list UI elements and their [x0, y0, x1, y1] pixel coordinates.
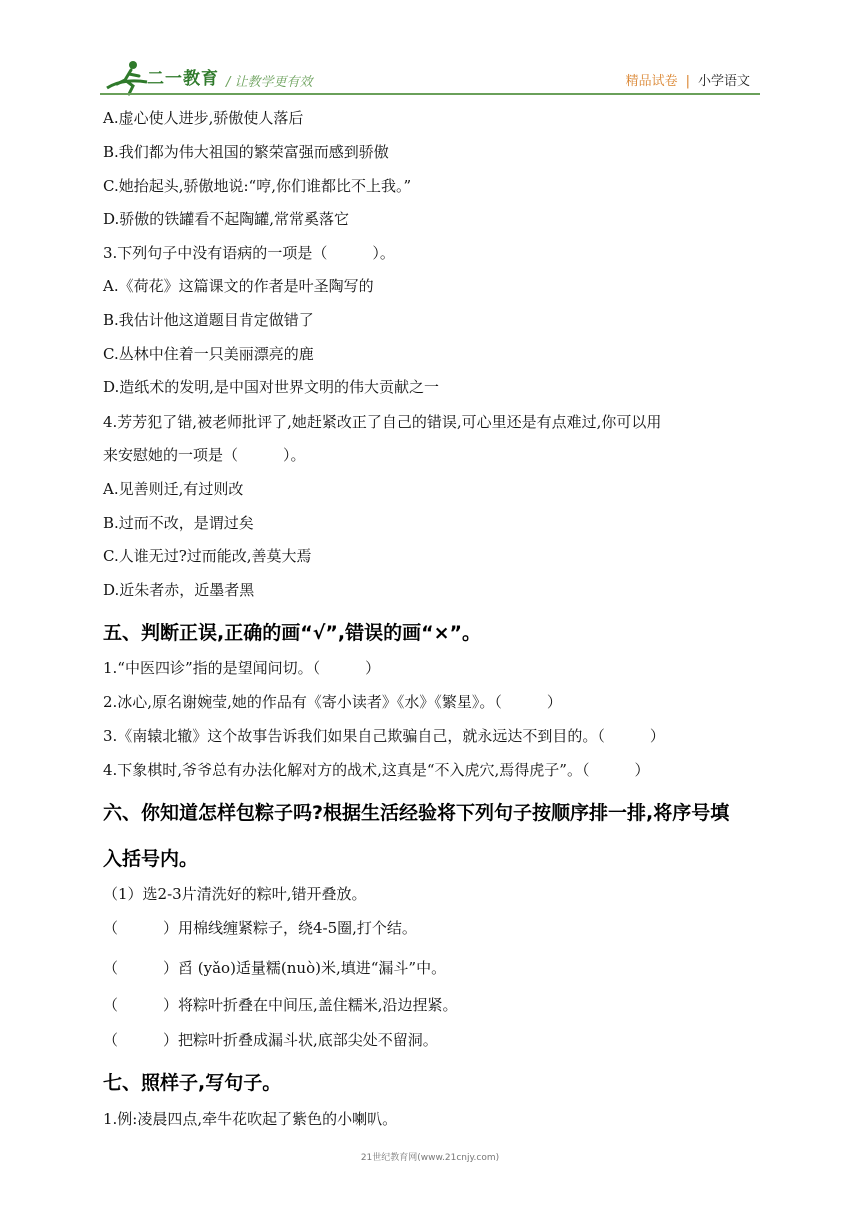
page-footer: 21世纪教育网(www.21cnjy.com) [360, 1153, 500, 1163]
option-line: D.近朱者赤，近墨者黑 [103, 581, 255, 599]
example-line: 1.例:凌晨四点,牵牛花吹起了紫色的小喇叭。 [103, 1110, 398, 1128]
question-line: 4.芳芳犯了错,被老师批评了,她赶紧改正了自己的错误,可心里还是有点难过,你可以用 [103, 413, 662, 431]
page-header [0, 0, 860, 100]
option-line: D.骄傲的铁罐看不起陶罐,常常奚落它 [103, 210, 350, 228]
section-heading: 六、你知道怎样包粽子吗?根据生活经验将下列句子按顺序排一排,将序号填 [103, 802, 730, 824]
option-line: D.造纸术的发明,是中国对世界文明的伟大贡献之一 [103, 378, 440, 396]
question-line: 来安慰她的一项是（ ）。 [103, 446, 306, 464]
tag-premium: 精品试卷 [625, 74, 678, 89]
question-line: 4.下象棋时,爷爷总有办法化解对方的战术,这真是“不入虎穴,焉得虎子”。（ ） [103, 761, 650, 779]
option-line: A.《荷花》这篇课文的作者是叶圣陶写的 [103, 277, 374, 295]
option-line: A.虚心使人进步,骄傲使人落后 [103, 109, 304, 127]
question-line: 3.下列句子中没有语病的一项是（ ）。 [103, 244, 395, 262]
section-heading: 入括号内。 [103, 848, 199, 870]
step-line: （ ）舀 (yǎo)适量糯(nuò)米,填进“漏斗”中。 [103, 959, 447, 977]
tag-subject: 小学语文 [697, 74, 750, 89]
header-tag [626, 70, 750, 89]
tag-separator: | [685, 74, 690, 89]
step-line: （1）选2-3片清洗好的粽叶,错开叠放。 [103, 885, 367, 903]
option-line: A.见善则迁,有过则改 [103, 480, 244, 498]
section-heading: 五、判断正误,正确的画“√”,错误的画“×”。 [103, 622, 481, 644]
option-line: B.过而不改，是谓过矣 [103, 514, 254, 532]
step-line: （ ）将粽叶折叠在中间压,盖住糯米,沿边捏紧。 [103, 996, 458, 1014]
option-line: C.她抬起头,骄傲地说:“哼,你们谁都比不上我。” [103, 177, 412, 195]
option-line: B.我们都为伟大祖国的繁荣富强而感到骄傲 [103, 143, 389, 161]
slogan: / 让教学更有效 [226, 75, 313, 90]
option-line: B.我估计他这道题目肯定做错了 [103, 311, 314, 329]
step-line: （ ）把粽叶折叠成漏斗状,底部尖处不留洞。 [103, 1031, 438, 1049]
option-line: C.丛林中住着一只美丽漂亮的鹿 [103, 345, 314, 363]
step-line: （ ）用棉线缠紧粽子，绕4-5圈,打个结。 [103, 919, 417, 937]
question-line: 3.《南辕北辙》这个故事告诉我们如果自己欺骗自己，就永远达不到目的。（ ） [103, 727, 665, 745]
header-divider [100, 93, 760, 95]
section-heading: 七、照样子,写句子。 [103, 1072, 282, 1094]
option-line: C.人谁无过?过而能改,善莫大焉 [103, 547, 312, 565]
question-line: 1.“中医四诊”指的是望闻问切。（ ） [103, 659, 381, 677]
question-line: 2.冰心,原名谢婉莹,她的作品有《寄小读者》《水》《繁星》。（ ） [103, 693, 562, 711]
logo-text: 二一教育 [147, 69, 219, 89]
